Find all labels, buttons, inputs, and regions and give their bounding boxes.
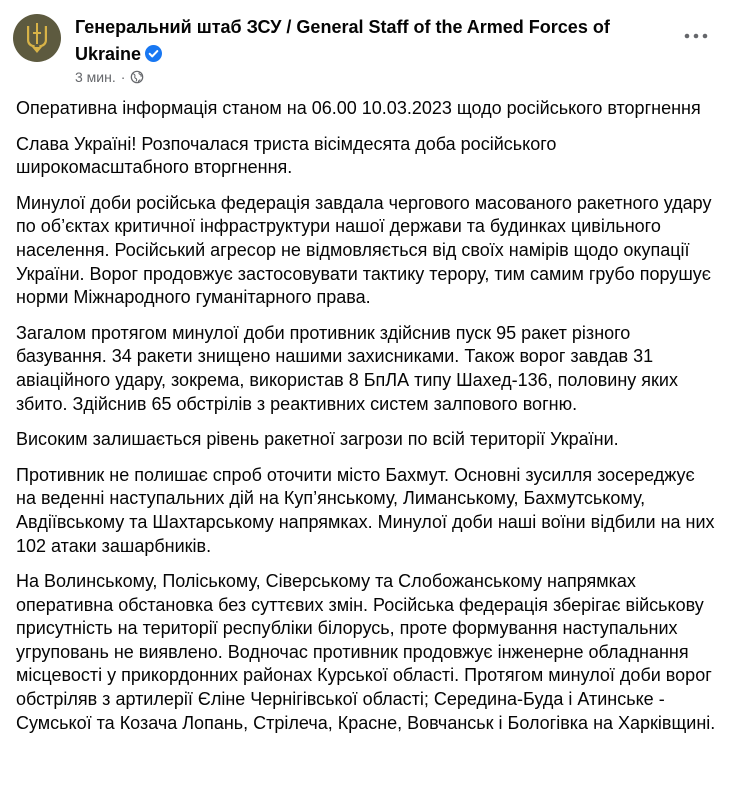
author-name-text[interactable]: Генеральний штаб ЗСУ / General Staff of the Armed Forces of Ukraine [75,17,610,64]
globe-icon[interactable] [130,70,144,84]
post-paragraph: На Волинському, Поліському, Сіверському та Слобожанському напрямках оперативна обстановка без суттєвих змін. Російська федерація зберігає військову присутність на території республіки білорусь, проте формування наступальних угруповань не виявлено. Водночас противник продовжує інженерне обладнання місцевості у прикордонних районах Курської області. Протягом минулої доби ворог обстріляв з артилерії Єліне Чернігівської області; Середина-Буда і Атинське - Сумської та Козача Лопань, Стрілеча, Красне, Вовчанськ і Бологівка на Харківщині. [16,571,716,733]
post-paragraph: Минулої доби російська федерація завдала чергового масованого ракетного удару по об’єктах критичної інфраструктури нашої держави та будинках цивільного населення. Російський агресор не відмовляється від своїх намірів щодо окупації України. Ворог продовжує застосовувати тактику терору, тим самим грубо порушує норми Міжнародного гуманітарного права. [16,192,712,308]
author-avatar[interactable] [13,14,61,62]
post-header [0,0,732,100]
more-options-button[interactable] [678,24,714,48]
meta-separator: · [120,69,126,85]
post-meta [75,68,144,86]
author-name[interactable] [75,14,635,68]
post-paragraph: Слава Україні! Розпочалася триста вісімдесята доба російського широкомасштабного вторгнення. [16,133,557,178]
post-paragraph: Оперативна інформація станом на 06.00 10.03.2023 щодо російського вторгнення [16,98,701,118]
more-options-icon [684,33,708,39]
post-timestamp[interactable]: 3 мин. [75,69,116,85]
verified-badge-icon [145,45,162,62]
post-paragraph: Противник не полишає спроб оточити місто Бахмут. Основні зусилля зосереджує на веденні наступальних дій на Куп’янському, Лиманському, Бахмутському, Авдіївському та Шахтарському напрямках. Минулої доби наші воїни відбили на них 102 атаки зашарбників. [16,464,715,556]
post-paragraph: Загалом протягом минулої доби противник здійснив пуск 95 ракет різного базування. 34 ракети знищено нашими захисниками. Також ворог завдав 31 авіаційного удару, зокрема, використав 8 БпЛА типу Шахед-136, половину яких збито. Здійснив 65 обстрілів з реактивних систем залпового вогню. [16,322,678,414]
post-paragraph: Високим залишається рівень ракетної загрози по всій території України. [16,429,619,450]
trident-emblem-icon [13,14,61,62]
post-text [16,97,718,747]
